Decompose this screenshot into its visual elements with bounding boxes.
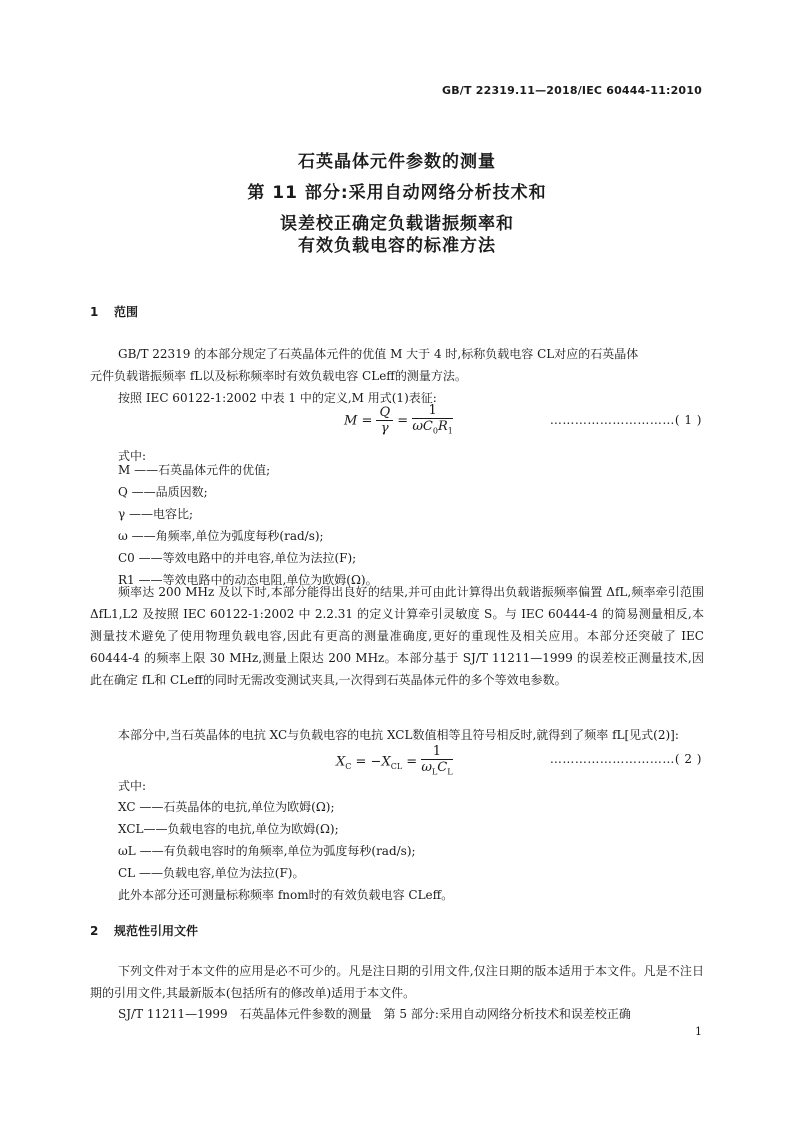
def-line: R1 ——等效电路中的动态电阻,单位为欧姆(Ω)。 <box>118 573 378 587</box>
s1-para2: 按照 IEC 60122-1:2002 中表 1 中的定义,M 用式(1)表征: <box>118 391 437 405</box>
equation-1: M = $\frac{Q}{\gamma}$ = $\frac{1}{\omega C_0R_1}$ <box>344 403 453 437</box>
def-line: M ——石英晶体元件的优值; <box>118 463 271 477</box>
s2-para1: 下列文件对于本文件的应用是必不可少的。凡是注日期的引用文件,仅注日期的版本适用于本文件。凡是不注日期的引用文件,其最新版本(包括所有的修改单)适用于本文件。 <box>90 964 704 1000</box>
s1-where-label-2: 式中: <box>118 779 147 793</box>
s1-para3: 频率达 200 MHz 及以下时,本部分能得出良好的结果,并可由此计算得出负载谐振频率偏置 ΔfL,频率牵引范围 ΔfL1,L2 及按照 IEC 60122-1:2002 中 2.2.31 的定义计算牵引灵敏度 S。与 IEC 60444-4 的简易测量相反,本测量技术避免了使用物理负载电容,因此有更高的测量准确度,更好的重现性及相关应用。本部分还突破了 IEC 60444-4 的频率上限 30 MHz,测量上限达 200 MHz。本部分基于 SJ/T 11211—1999 的误差校正测量技术,因此在确定 fL和 CLeff的同时无需改变测试夹具,一次得到石英晶体元件的多个等效电参数。 <box>90 585 704 687</box>
section-2-title: 规范性引用文件 <box>114 924 199 938</box>
page-number: 1 <box>695 1025 702 1038</box>
def-line: CL ——负载电容,单位为法拉(F)。 <box>118 866 305 880</box>
title-line-1: 石英晶体元件参数的测量 <box>298 152 496 172</box>
title-line-2: 第 11 部分:采用自动网络分析技术和 <box>247 183 547 203</box>
equation-2: $X_C = -X_{CL}$ = $\frac{1}{\omega_LC_L}$ <box>336 744 453 777</box>
section-1-number: 1 <box>90 305 99 319</box>
section-1-heading <box>90 303 138 320</box>
s1-para4: 本部分中,当石英晶体的电抗 XC与负载电容的电抗 XCL数值相等且符号相反时,就得到了频率 fL[见式(2)]: <box>118 728 679 742</box>
standard-number: GB/T 22319.11—2018/IEC 60444-11:2010 <box>441 84 702 97</box>
def-line: ωL ——有负载电容时的角频率,单位为弧度每秒(rad/s); <box>118 844 416 858</box>
def-line: Q ——品质因数; <box>118 485 208 499</box>
def-line: C0 ——等效电路中的并电容,单位为法拉(F); <box>118 551 357 565</box>
equation-2-number: …………………………( 2 ) <box>549 752 702 766</box>
section-1-title: 范围 <box>114 305 139 319</box>
s1-para1-line2: 元件负载谐振频率 fL以及标称频率时有效负载电容 CLeff的测量方法。 <box>90 369 467 383</box>
def-line: γ ——电容比; <box>118 507 194 521</box>
s2-para2: SJ/T 11211—1999 石英晶体元件参数的测量 第 5 部分:采用自动网络分析技术和误差校正确 <box>118 1007 631 1021</box>
s1-para5: 此外本部分还可测量标称频率 fnom时的有效负载电容 CLeff。 <box>118 888 454 902</box>
def-line: XCL——负载电容的电抗,单位为欧姆(Ω); <box>118 822 339 836</box>
s1-where-label: 式中: <box>118 449 147 463</box>
s1-para1-line1: GB/T 22319 的本部分规定了石英晶体元件的优值 M 大于 4 时,标称负载电容 CL对应的石英晶体 <box>118 347 639 361</box>
title-line-4: 有效负载电容的标准方法 <box>298 236 496 256</box>
section-2-number: 2 <box>90 924 99 938</box>
title-line-3: 误差校正确定负载谐振频率和 <box>280 214 514 234</box>
def-line: ω ——角频率,单位为弧度每秒(rad/s); <box>118 529 324 543</box>
def-line: XC ——石英晶体的电抗,单位为欧姆(Ω); <box>118 800 335 814</box>
equation-1-number: …………………………( 1 ) <box>549 413 702 427</box>
section-2-heading <box>90 922 198 939</box>
